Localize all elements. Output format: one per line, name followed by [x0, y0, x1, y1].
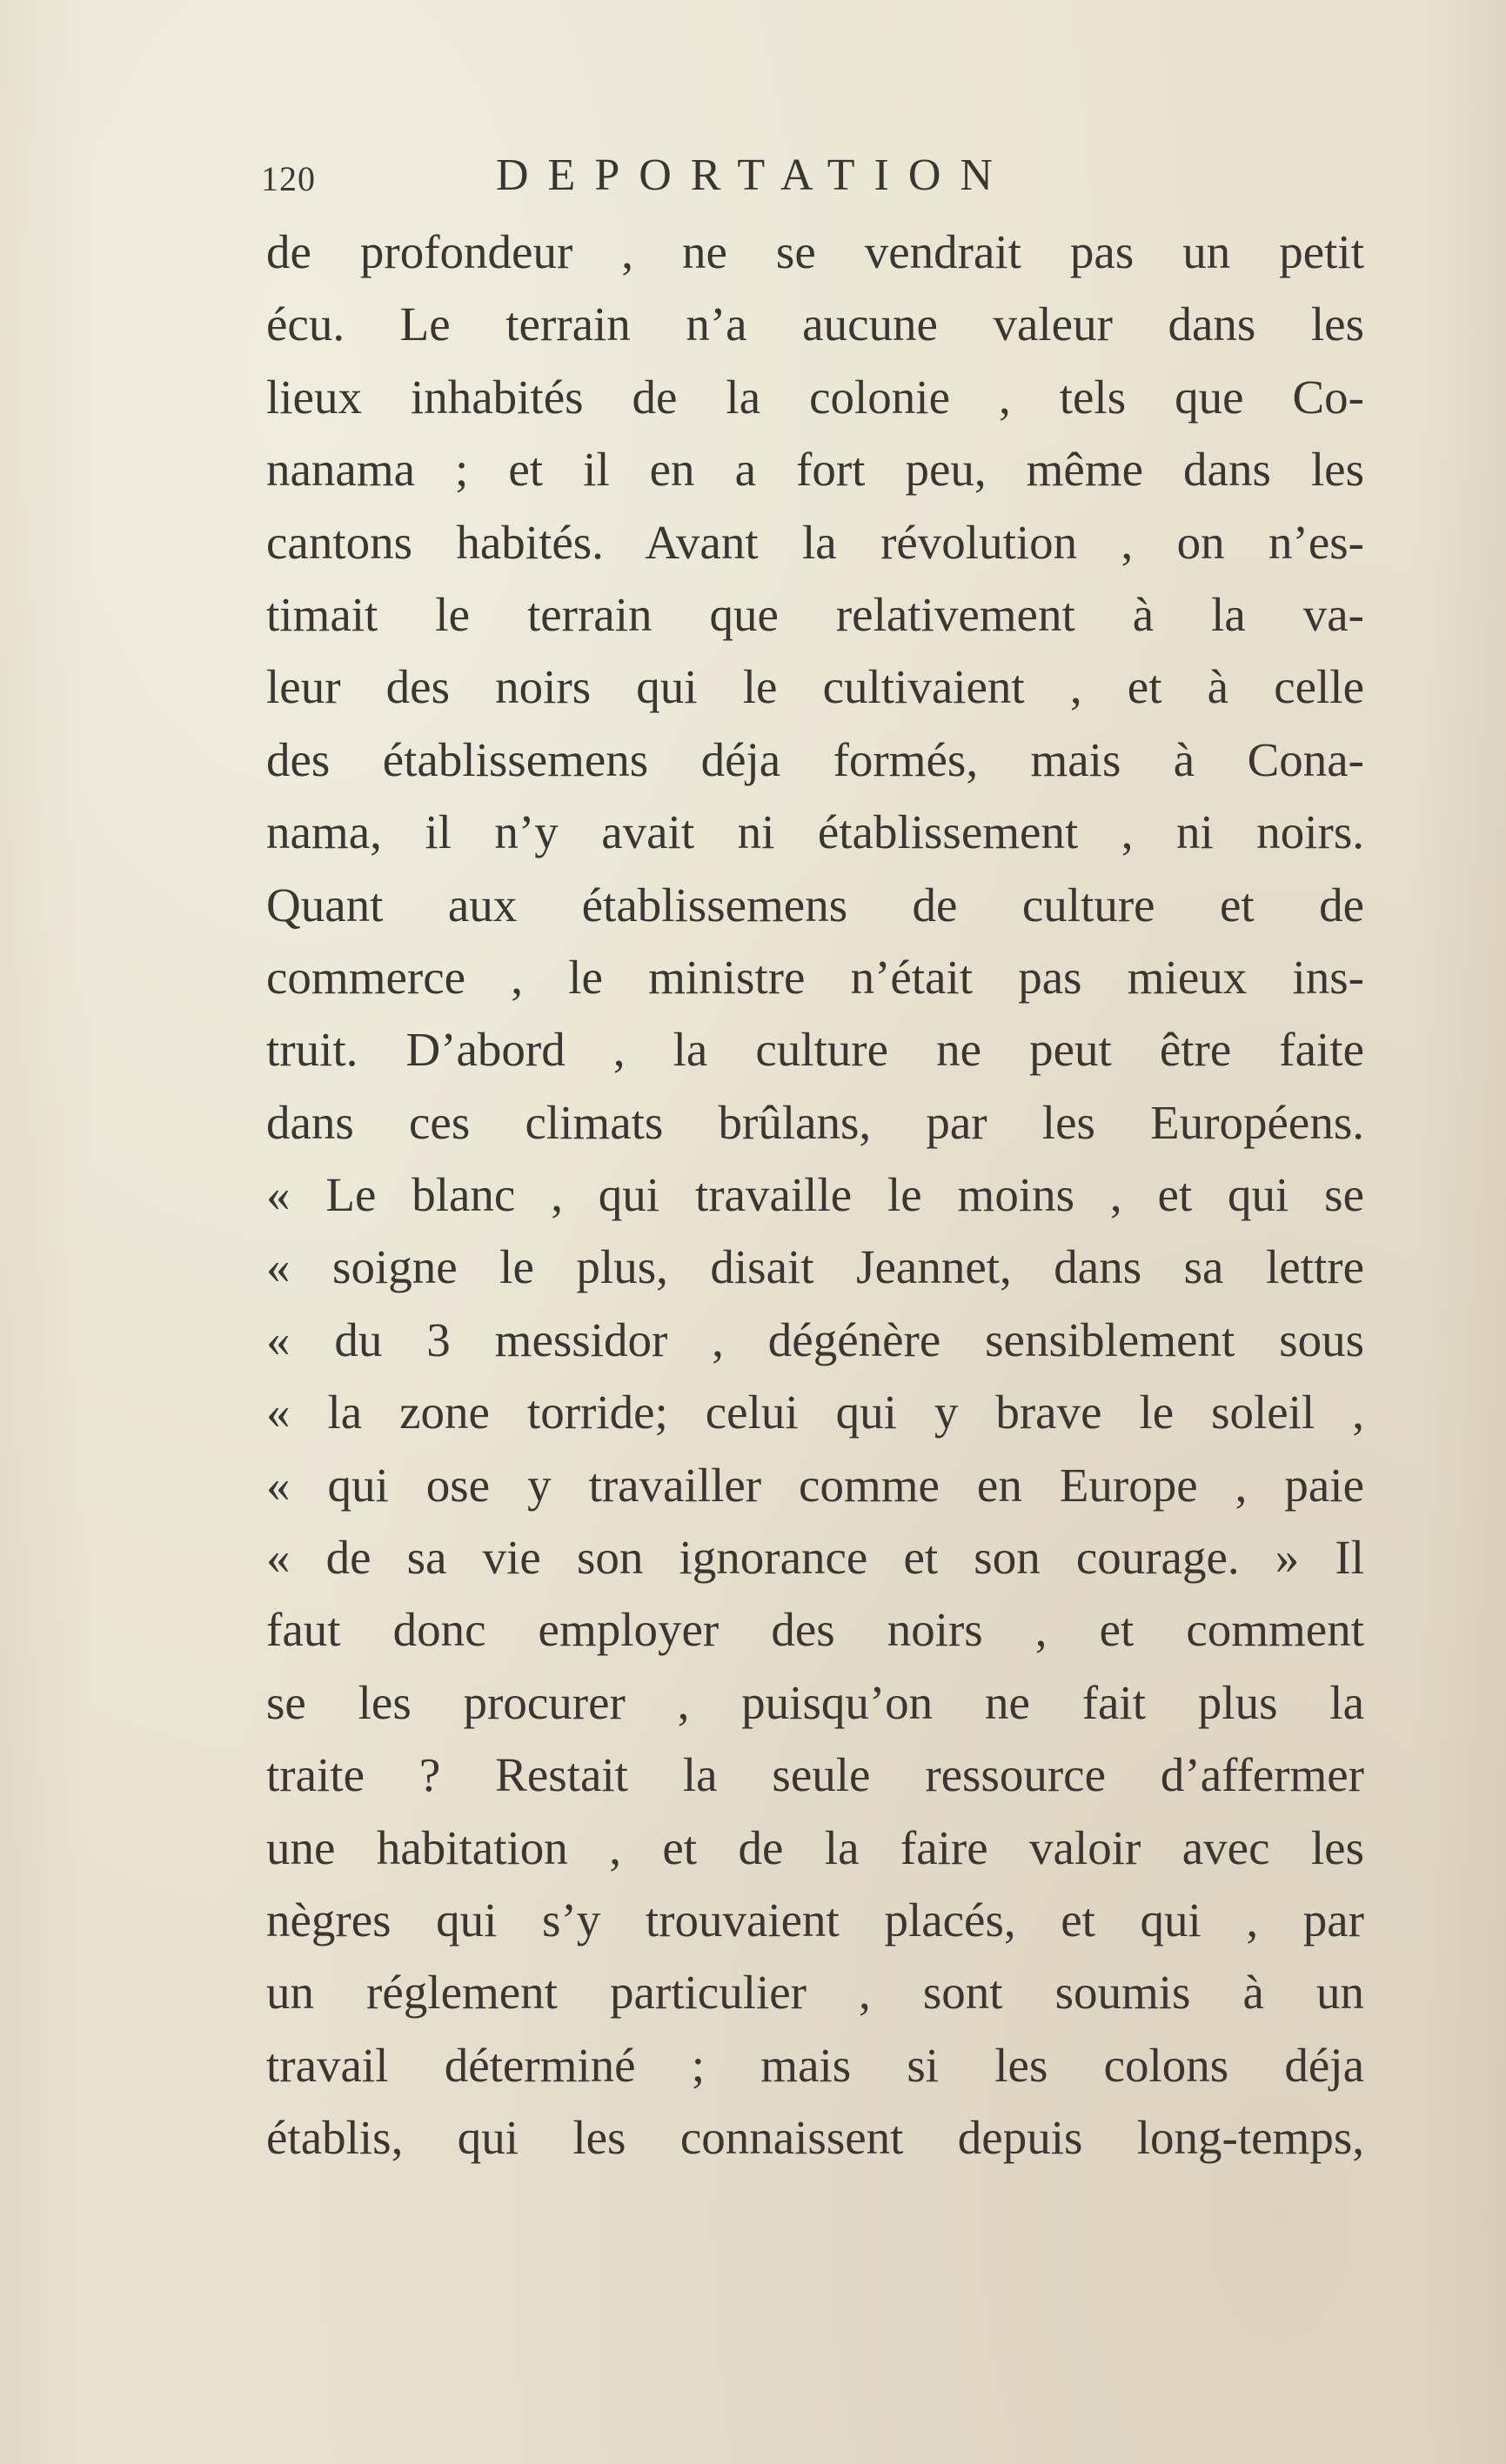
text-line: de profondeur , ne se vendrait pas un petit [266, 225, 1364, 278]
text-line: commerce , le ministre n’était pas mieux ins- [266, 950, 1364, 1004]
text-line: faut donc employer des noirs , et comment [266, 1603, 1364, 1657]
text-line: nègres qui s’y trouvaient placés, et qui , par [266, 1893, 1364, 1946]
text-line: des établissemens déja formés, mais à Cona- [266, 732, 1364, 786]
text-line: « Le blanc , qui travaille le moins , et qui se [266, 1168, 1364, 1222]
text-line: dans ces climats brûlans, par les Européens. [266, 1095, 1364, 1149]
text-line: Quant aux établissemens de culture et de [266, 878, 1364, 932]
body-text [266, 216, 1364, 2174]
text-line: « de sa vie son ignorance et son courage. » Il [266, 1531, 1364, 1585]
page-number: 120 [261, 159, 316, 198]
text-line: « qui ose y travailler comme en Europe , paie [266, 1458, 1364, 1512]
text-line: timait le terrain que relativement à la va- [266, 587, 1364, 641]
text-line: écu. Le terrain n’a aucune valeur dans les [266, 297, 1364, 351]
text-line: traite ? Restait la seule ressource d’affermer [266, 1748, 1364, 1802]
text-line: se les procurer , puisqu’on ne fait plus la [266, 1675, 1364, 1729]
page-header [261, 150, 1375, 210]
text-line: nama, il n’y avait ni établissement , ni noirs. [266, 805, 1364, 859]
text-line: un réglement particulier , sont soumis à un [266, 1966, 1364, 2020]
text-line: cantons habités. Avant la révolution , on n’es- [266, 515, 1364, 569]
text-line: lieux inhabités de la colonie , tels que Co- [266, 370, 1364, 424]
running-title: DEPORTATION [496, 150, 1012, 200]
text-line: « soigne le plus, disait Jeannet, dans sa lettre [266, 1240, 1364, 1294]
text-line: établis, qui les connaissent depuis long-temps, [266, 2111, 1364, 2165]
text-line: une habitation , et de la faire valoir avec les [266, 1820, 1364, 1874]
text-line: travail déterminé ; mais si les colons déja [266, 2038, 1364, 2092]
text-line: « du 3 messidor , dégénère sensiblement sous [266, 1312, 1364, 1366]
text-line: truit. D’abord , la culture ne peut être faite [266, 1023, 1364, 1077]
text-line: leur des noirs qui le cultivaient , et à celle [266, 660, 1364, 714]
text-line: « la zone torride; celui qui y brave le soleil , [266, 1386, 1364, 1439]
text-line: nanama ; et il en a fort peu, même dans les [266, 443, 1364, 497]
